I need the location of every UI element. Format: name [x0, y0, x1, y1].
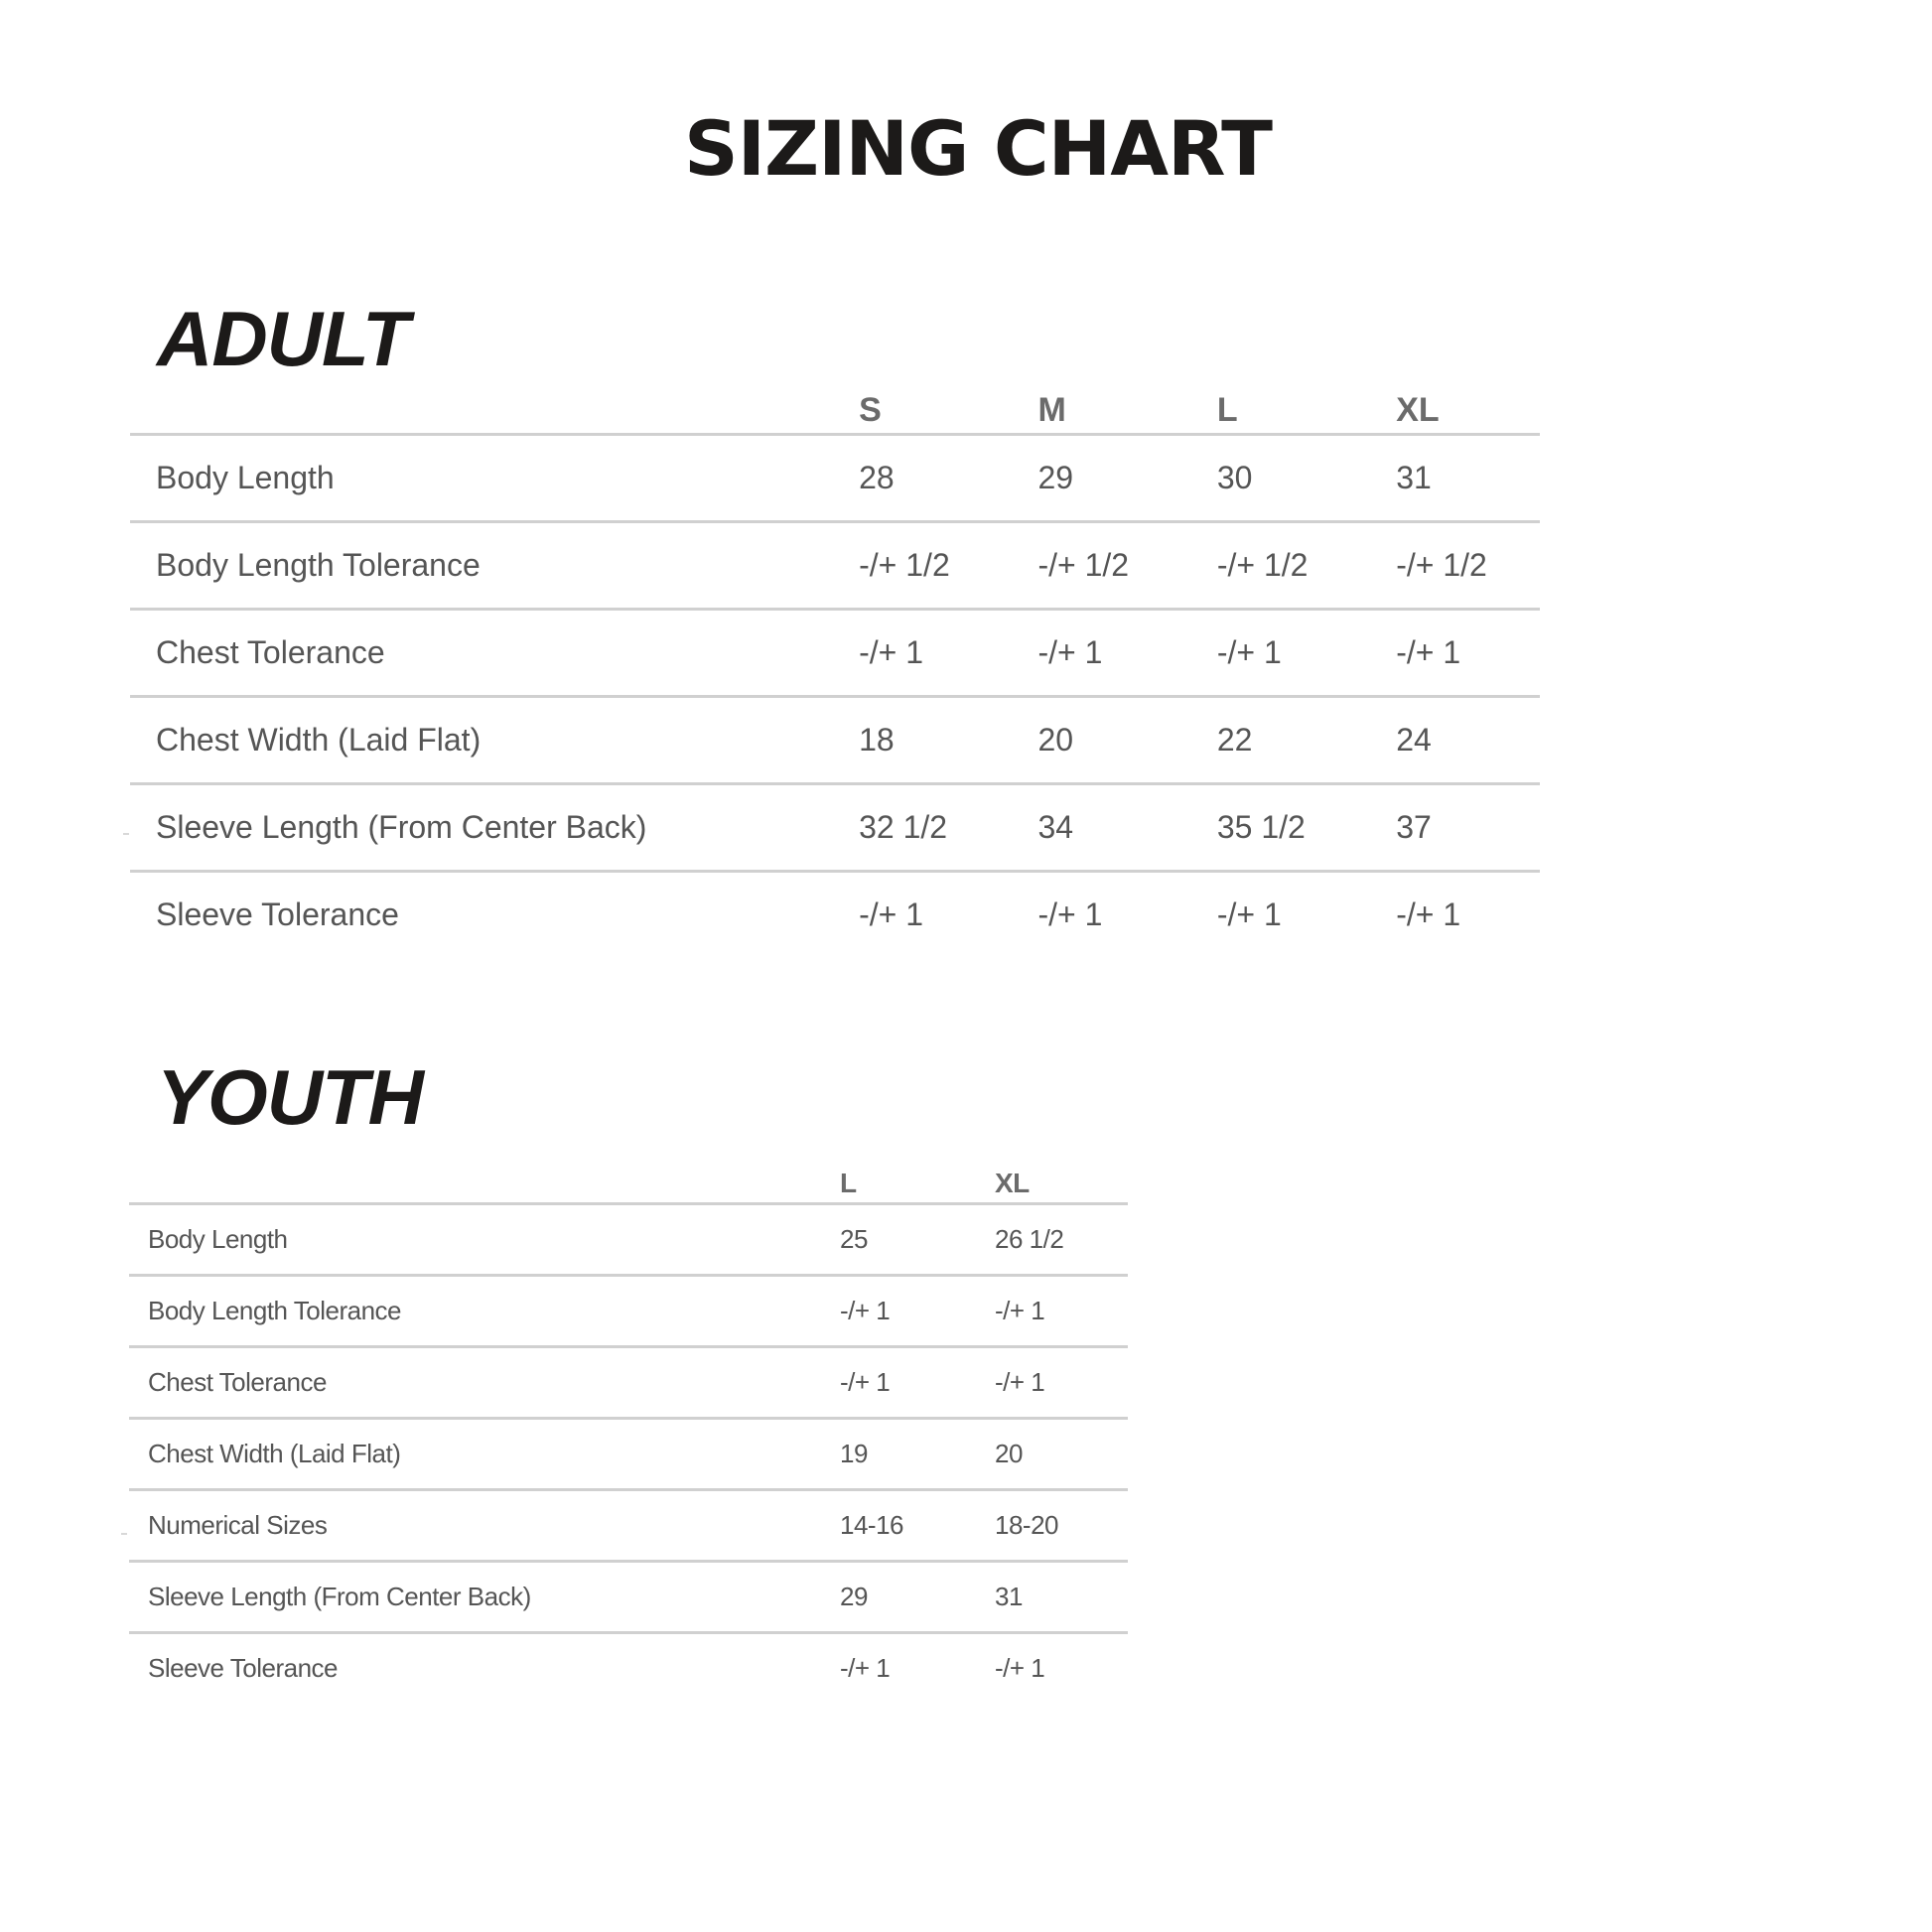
cell-value: -/+ 1/2 — [1396, 522, 1540, 610]
cell-value: -/+ 1 — [1037, 610, 1216, 697]
cell-value: 18-20 — [995, 1490, 1128, 1562]
row-label: Numerical Sizes — [129, 1490, 840, 1562]
row-label: Chest Width (Laid Flat) — [130, 697, 859, 784]
cell-value: -/+ 1 — [840, 1347, 995, 1419]
youth-column-header: XL — [995, 1158, 1128, 1204]
cell-value: -/+ 1 — [859, 610, 1037, 697]
cell-value: 25 — [840, 1204, 995, 1276]
cell-value: -/+ 1 — [1037, 897, 1103, 932]
adult-section-heading: ADULT — [157, 295, 409, 382]
row-label: Sleeve Tolerance — [148, 1653, 338, 1683]
cell-value: -/+ 1 — [1216, 897, 1282, 932]
cell-value: 22 — [1217, 697, 1396, 784]
cell-value: -/+ 1 — [995, 1653, 1045, 1683]
table-row — [129, 1276, 1128, 1347]
youth-header-row — [129, 1158, 1128, 1204]
cell-value: 37 — [1396, 784, 1540, 872]
table-row — [129, 1633, 1128, 1704]
cell-value: 32 1/2 — [859, 784, 1037, 872]
cell-value: 29 — [1037, 435, 1216, 522]
cell-value: -/+ 1 — [859, 897, 924, 932]
adult-column-header: L — [1217, 377, 1396, 435]
cell-value: -/+ 1 — [995, 1276, 1128, 1347]
cell-value: 28 — [859, 435, 1037, 522]
table-row — [129, 1562, 1128, 1633]
row-label: Sleeve Length (From Center Back) — [130, 784, 859, 872]
cell-value: -/+ 1 — [1217, 610, 1396, 697]
adult-column-header: XL — [1396, 377, 1540, 435]
table-row — [130, 872, 1540, 958]
cell-value: 20 — [1037, 697, 1216, 784]
cell-value: -/+ 1/2 — [859, 522, 1037, 610]
cell-value: 18 — [859, 697, 1037, 784]
youth-section-heading: YOUTH — [157, 1053, 423, 1141]
table-row — [130, 784, 1540, 872]
table-row — [130, 697, 1540, 784]
cell-value: -/+ 1 — [840, 1653, 891, 1683]
cell-value: 26 1/2 — [995, 1204, 1128, 1276]
cell-value: 31 — [995, 1562, 1128, 1633]
page-title: SIZING CHART — [684, 104, 1272, 193]
cell-value: 24 — [1396, 697, 1540, 784]
table-row — [129, 1419, 1128, 1490]
youth-column-header: L — [840, 1158, 995, 1204]
cell-value: 35 1/2 — [1217, 784, 1396, 872]
cell-value: 31 — [1396, 435, 1540, 522]
cell-value: -/+ 1/2 — [1037, 522, 1216, 610]
cell-value: -/+ 1 — [1396, 610, 1540, 697]
cell-value: -/+ 1/2 — [1217, 522, 1396, 610]
cell-value: 14-16 — [840, 1490, 995, 1562]
row-label: Sleeve Tolerance — [156, 897, 399, 932]
cell-value: 34 — [1037, 784, 1216, 872]
row-label: Body Length — [129, 1204, 840, 1276]
cell-value: 30 — [1217, 435, 1396, 522]
row-label: Chest Width (Laid Flat) — [129, 1419, 840, 1490]
stray-mark — [123, 833, 129, 835]
cell-value: 29 — [840, 1562, 995, 1633]
table-row — [129, 1490, 1128, 1562]
youth-size-table — [129, 1158, 1128, 1703]
cell-value: 19 — [840, 1419, 995, 1490]
cell-value: -/+ 1 — [995, 1347, 1128, 1419]
table-row — [130, 522, 1540, 610]
cell-value: -/+ 1 — [840, 1276, 995, 1347]
adult-header-blank — [130, 377, 859, 435]
cell-value: 20 — [995, 1419, 1128, 1490]
table-row — [130, 435, 1540, 522]
row-label: Chest Tolerance — [130, 610, 859, 697]
table-row — [129, 1204, 1128, 1276]
adult-size-table — [130, 377, 1540, 957]
stray-mark — [121, 1533, 127, 1535]
table-row — [129, 1347, 1128, 1419]
row-label: Body Length Tolerance — [130, 522, 859, 610]
row-label: Sleeve Length (From Center Back) — [129, 1562, 840, 1633]
youth-header-blank — [129, 1158, 840, 1204]
adult-column-header: M — [1037, 377, 1216, 435]
cell-value: -/+ 1 — [1396, 897, 1461, 932]
adult-header-row — [130, 377, 1540, 435]
table-row — [130, 610, 1540, 697]
row-label: Body Length Tolerance — [129, 1276, 840, 1347]
row-label: Body Length — [130, 435, 859, 522]
row-label: Chest Tolerance — [129, 1347, 840, 1419]
adult-column-header: S — [859, 377, 1037, 435]
